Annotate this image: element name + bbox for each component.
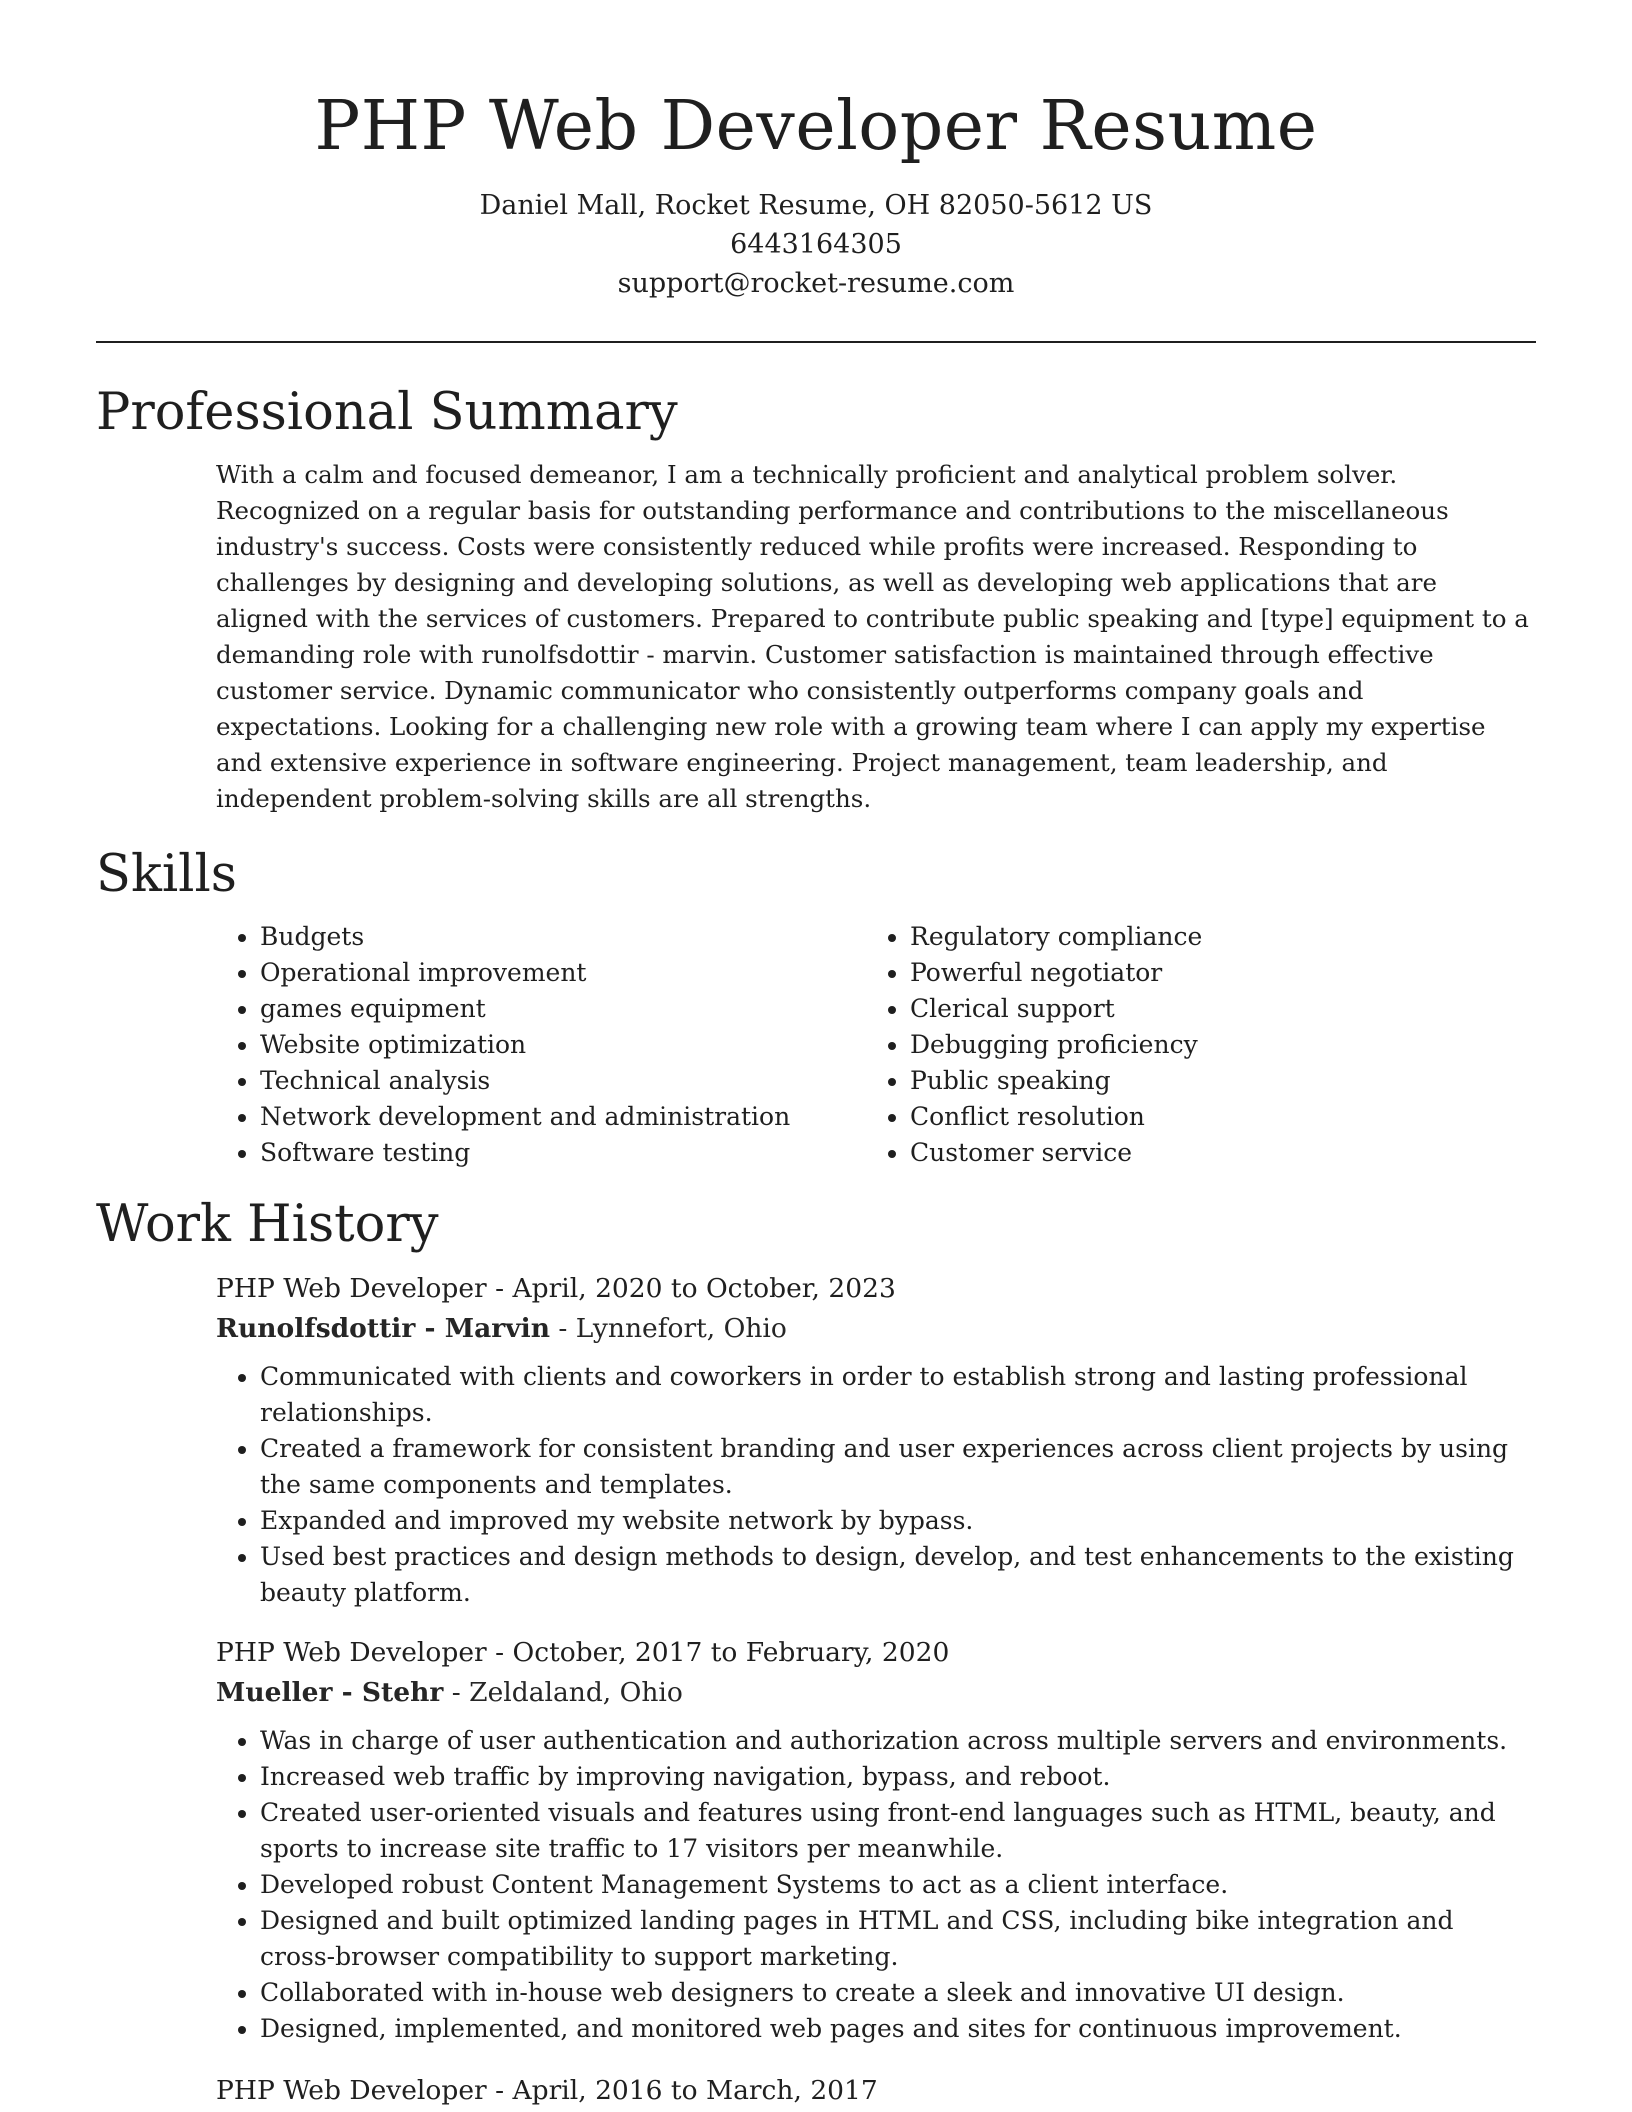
job-bullet: • Designed, implemented, and monitored web pages and sites for continuous improvement.: [260, 2011, 1536, 2047]
skill-item: • Customer service: [910, 1135, 1202, 1171]
job-entry: [216, 2071, 1536, 2111]
job-bullet: • Developed robust Content Management Systems to act as a client interface.: [260, 1867, 1536, 1903]
job-title-line: PHP Web Developer - October, 2017 to February, 2020: [216, 1637, 950, 1668]
skill-item: • Budgets: [260, 919, 910, 955]
job-role: PHP Web Developer: [216, 2075, 487, 2106]
job-entry: [216, 1269, 1536, 1611]
header-divider: [96, 341, 1536, 343]
skills-list: [96, 919, 1536, 1171]
skills-column-left: [96, 919, 910, 1171]
job-dates: April, 2016 to March, 2017: [512, 2075, 878, 2106]
job-location: Zeldaland, Ohio: [469, 1677, 683, 1708]
job-company-line: Runolfsdottir - Marvin - Lynnefort, Ohio: [216, 1313, 787, 1344]
skills-heading: Skills: [96, 845, 237, 904]
skill-item: • Debugging proficiency: [910, 1027, 1202, 1063]
skills-column-right: [910, 919, 1202, 1171]
work-history-heading: Work History: [96, 1195, 439, 1254]
summary-heading: Professional Summary: [96, 383, 678, 442]
job-bullets: [216, 1359, 1536, 1611]
job-company-line: Mueller - Stehr - Zeldaland, Ohio: [216, 1677, 683, 1708]
job-bullet: • Created user-oriented visuals and features using front-end languages such as HTML, beauty, and sports to increase site traffic to 17 visitors per meanwhile.: [260, 1795, 1536, 1867]
skill-item: • Public speaking: [910, 1063, 1202, 1099]
skill-item: • Website optimization: [260, 1027, 910, 1063]
job-role: PHP Web Developer: [216, 1637, 487, 1668]
skill-item: • Software testing: [260, 1135, 910, 1171]
contact-email: support@rocket-resume.com: [617, 268, 1015, 299]
skill-item: • Regulatory compliance: [910, 919, 1202, 955]
job-location: Lynnefort, Ohio: [575, 1313, 787, 1344]
job-bullet: • Designed and built optimized landing pages in HTML and CSS, including bike integration and cross-browser compatibility to support marketing.: [260, 1903, 1536, 1975]
job-bullet: • Collaborated with in-house web designers to create a sleek and innovative UI design.: [260, 1975, 1536, 2011]
skill-item: • Operational improvement: [260, 955, 910, 991]
job-bullet: • Expanded and improved my website network by bypass.: [260, 1503, 1536, 1539]
skill-item: • Powerful negotiator: [910, 955, 1202, 991]
job-dates: April, 2020 to October, 2023: [512, 1273, 896, 1304]
resume-title: PHP Web Developer Resume: [314, 87, 1318, 166]
skill-item: • Clerical support: [910, 991, 1202, 1027]
skill-item: • games equipment: [260, 991, 910, 1027]
skill-item: • Technical analysis: [260, 1063, 910, 1099]
job-bullet: • Increased web traffic by improving navigation, bypass, and reboot.: [260, 1759, 1536, 1795]
skill-item: • Network development and administration: [260, 1099, 910, 1135]
job-title-line: PHP Web Developer - April, 2016 to March, 2017: [216, 2075, 878, 2106]
contact-block: [96, 186, 1536, 303]
job-bullet: • Communicated with clients and coworkers in order to establish strong and lasting professional relationships.: [260, 1359, 1536, 1431]
job-company: Mueller - Stehr: [216, 1677, 444, 1708]
job-bullets: [216, 1723, 1536, 2047]
job-title-line: PHP Web Developer - April, 2020 to October, 2023: [216, 1273, 896, 1304]
skill-item: • Conflict resolution: [910, 1099, 1202, 1135]
job-bullet: • Was in charge of user authentication and authorization across multiple servers and environments.: [260, 1723, 1536, 1759]
contact-address: Daniel Mall, Rocket Resume, OH 82050-5612 US: [479, 190, 1153, 221]
job-dates: October, 2017 to February, 2020: [512, 1637, 950, 1668]
job-role: PHP Web Developer: [216, 1273, 487, 1304]
contact-phone: 6443164305: [730, 229, 902, 260]
resume-page: [96, 0, 1536, 2111]
job-company: Runolfsdottir - Marvin: [216, 1313, 550, 1344]
job-bullet: • Used best practices and design methods to design, develop, and test enhancements to the existing beauty platform.: [260, 1539, 1536, 1611]
summary-text: With a calm and focused demeanor, I am a technically proficient and analytical problem solver. Recognized on a regular basis for outstanding performance and contributions to the miscellaneous industry's success. Costs were consistently reduced while profits were increased. Responding to challenges by designing and developing solutions, as well as developing web applications that are aligned with the services of customers. Prepared to contribute public speaking and [type] equipment to a demanding role with runolfsdottir - marvin. Customer satisfaction is maintained through effective customer service. Dynamic communicator who consistently outperforms company goals and expectations. Looking for a challenging new role with a growing team where I can apply my expertise and extensive experience in software engineering. Project management, team leadership, and independent problem-solving skills are all strengths.: [216, 460, 1529, 813]
job-bullet: • Created a framework for consistent branding and user experiences across client projects by using the same components and templates.: [260, 1431, 1536, 1503]
job-entry: [216, 1633, 1536, 2047]
